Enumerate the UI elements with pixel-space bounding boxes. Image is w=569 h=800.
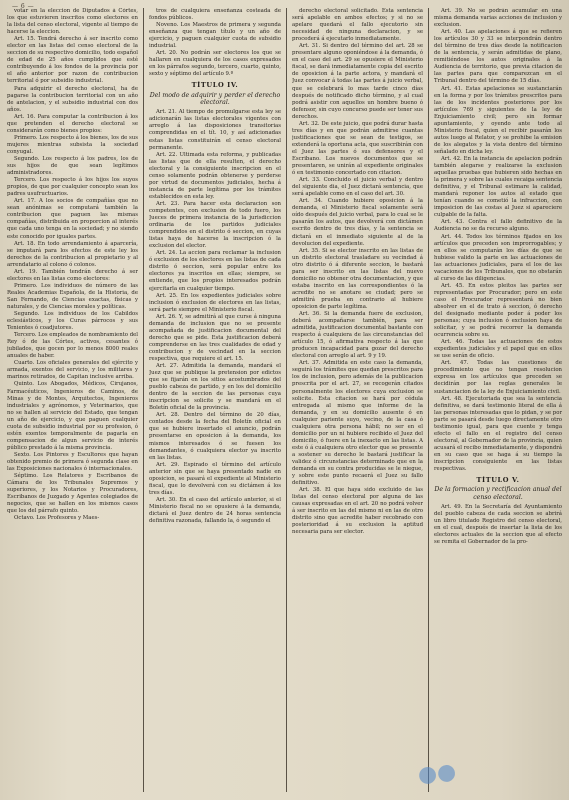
paragraph: Art. 33. Concluido el juicio verbal y dentro del siguiente dia, el Juez dictará sentencia, que será apelable como en el caso del art. 30. [292,177,423,198]
column-rule [428,8,429,792]
section-heading: TÍTULO V. [476,476,520,485]
column-rule [143,8,144,792]
paragraph: Art. 30. En el caso del artículo anterior, si el Ministerio fiscal no se opusiere á la demanda, dictará el Juez dentro de 24 horas sentencia definitiva razonada, fallando la, ó segundo el [149,496,281,525]
paragraph: Octavo. Los Profesores y Maes- [14,515,100,522]
paragraph: votar en la eleccion de Diputados á Córtes, los que estuvieren inscritos como electores en la lista del censo electoral, vigente al tiempo de hacerse la eleccion. [7,8,138,36]
paragraph: Art. 15. Tendrá derecho á ser inscrito como elector en las listas del censo electoral de la seccion de su respectivo domicilio, todo español de edad de 25 años cumplidos que esté contribuyendo á los fondos de la provincia por el año anterior por razon de contribucion territorial ó por subsidio industrial. [7,36,138,85]
text-column-4 [434,8,562,794]
column-rule [286,8,287,792]
paragraph: Art. 18. En todo arrendamiento á aparcería, se imputará para los efectos de este ley los derechos de la contribucion al propietario y al arrendatario al colono ó colonos. [7,240,138,268]
paragraph: Tercero. Los respecto á los hijos los suyos propios, de que por cualquier concepto sean los padres usufructuarios. [7,177,138,198]
paragraph: Art. 38. El que haya sido excluido de las listas del censo electoral por alguna de las causas expresadas en el art. 20 no podrá volver á ser inscrito en las del mismo ni en las de otro distrito sino que acredite haber recobrado con posterioridad á su exclusion la aptitud necesaria para ser elector. [292,487,423,536]
paragraph: Para adquirir el derecho electoral, ha de pagarse la contribucion territorial con un año de antelacion, y el subsidio industrial con dos años. [7,85,138,113]
paragraph: Art. 40. Las apelaciones á que se refieren los artículos 30 y 33 se interpondrán dentro del término de tres días desde la notificacion de la sentencia, y serán admitidas de plano, remitiéndose los autos originales á la Audiencia de territorio, que previa citacion de las partes para que comparezcan en el Tribunal dentro del término de 15 días. [434,29,562,85]
library-stamp: ●● [416,759,458,789]
paragraph: Art. 41. Estas apelaciones se sustanciarán en la forma y por los trámites prescritos para las de los incidentes posteriores por los artículos 769 y siguientes de la ley de Enjuiciamiento civil; pero sin formar apuntamiento, y oyendo ante todo al Ministerio fiscal, quien el recibir pasarán los autos luego al Relator, y se prohibe la emision de los alegatos y la vista dentro del término señalado en dicha ley. [434,85,562,155]
paragraph: Art. 34. Cuando hubiere oposicion á la demanda, el Ministerio fiscal solamente será oído después del juicio verbal, para lo cual se le pasarán los autos, que devolverá con dictámen escrito dentro de tres días, y la sentencia se dictará en el inmediato siguiente al de la devolucion del expediente. [292,198,423,247]
paragraph: Art. 31. Si dentro del término del art. 28 se presentare alguno oponiéndose á la demanda, ó en el caso del art. 29 se opusiere el Ministerio fiscal, se dará inmediatamente copia del escrito de oposicion á la parte actora, y mandará el Juez convocar á todas las partes á juicio verbal, que se celebrará lo mas tarde cinco días después de notificado dicho término, y al cual podrá asistir con aquellos un hombre bueno ó defensor, sin cuyo concurso puede ser tener sus derechos. [292,43,423,120]
paragraph: Art. 49. En la Secretaría del Ayuntamiento del pueblo cabeza de cada seccion se abrirá un libro titulado Registro del censo electoral, en el cual, después de insertar la lista de los electores actuales de la seccion que al efecto se remita el Gobernador de la pro- [434,503,562,546]
paragraph: Sexto. Los Pintores y Escultores que hayan obtenido premio de primera ó segunda clase en las Exposiciones nacionales ó internacionales. [7,451,138,473]
paragraph: Art. 26. Y, se admitirá al que curse á ninguna demanda de inclusion que no se presente acompañada de justificacion documental del derecho que se pide. Esta justificacion deberá comprenderse en las tres cualidades de edad y contribucion y de vecindad en la seccion respectiva, que requiere el art. 15. [149,313,281,362]
paragraph: Art. 17. A los socios de compañías que no sean anónimas se computará también la contribucion que paguen las mismas compañías, distribuida en proporcion al interés que cada uno tenga en la sociedad; y no siendo este conocido por iguales partes. [7,198,138,240]
section-heading: TÍTULO IV. [191,81,239,90]
paragraph: Art. 19. También tendrán derecho á ser electores en las listas como electores: [7,268,138,282]
paragraph: Art. 47. Todas las cuestiones de procedimiento que no tengan resolucion expresa en los artículos que preceden se decidirán por las reglas generales le sustanciacion de la ley de Enjuiciamiento civil. [434,360,562,395]
paragraph: Cuarto. Los oficiales generales del ejército y armada, exentos del servicio, y los militares y marinos retirados, de Capitan inclusive arriba. [7,360,138,381]
paragraph: derecho electoral solicitado. Esta sentencia será apelable en ambos efectos; y si no se apelare quedará el fallo ejecutorio sin necesidad de ninguna declaracion, y se procederá á ejecutarlo inmediatamente. [292,8,423,43]
paragraph: Noveno. Los Maestros de primera y segunda enseñanza que tengan título y un año de ejercicio, y paguen cualquier cuota de subsidio industrial. [149,22,281,50]
paragraph: Art. 20. No podrán ser electores los que se hallaren en cualquiera de los casos expresados en los párrafos segundo, tercero, cuarto, quinto, sexto y séptimo del artículo 9.º [149,50,281,78]
text-column-3 [292,8,423,794]
paragraph: Primero. Los individuos de número de las Reales Academias Española, de la Historia, de San Fernando, de Ciencias exactas, físicas y naturales, y de Ciencias morales y políticas. [7,282,138,310]
paragraph: Art. 16. Para computar la contribucion á los que pretenden el derecho electoral se considerarán como bienes propios: [7,113,138,134]
text-column-2 [149,8,281,794]
paragraph: Art. 23. Para hacer esta declaracion son competentes, con exclusion de todo fuero, los Jueces de primera instancia de la jurisdiccion ordinaria de los partidos judiciales comprendidos en el distrito ó seccion, en cuyas listas haya de hacerse la inscripcion ó la exclusion del elector. [149,200,281,250]
paragraph: Art. 39. No se podrán acumular en una misma demanda varias acciones de inclusion y exclusion. [434,8,562,29]
paragraph: Art. 32. De este juicio, que podrá durar hasta tres días y en que podrán admitirse cuantas justificaciones que se sean de testigos, se extenderá la oportuna acta, que suscribirán con el Juez las partes ó sus defensores y el Escribano. Los nuevos documentos que se presentaren, se unirán al expediente originales ó en testimonio concertado con citacion. [292,120,423,177]
text-column-1 [7,8,138,794]
paragraph: Art. 36. Si la demanda fuere de exclusion, deberá acompañarse también, para ser admitida, justificacion documental bastante con respecto á cualquiera de las circunstancias del artículo 15, ó afirmativa respecto á las que producen incapacidad para gozar del derecho electoral con arreglo al art. 9 y 19. [292,311,423,360]
paragraph: Art. 45. En estos pleitos las partes ser representadas por Procurador; pero en este caso el Procurador representará no bien absolver en el de trato á seccion, ó derecho del designado mediante poder á poder los personas; cuya inclusion ó exclusion haya de solicitar, y se podrá recorrer la demanda ocurrencia sobre su. [434,282,562,339]
paragraph: Art. 37. Admitida en este caso la demanda, seguirá los trámites que quedan prescritos para los de inclusion, pero además de la publicacion prescrita por el art. 27, se recogerán citados personalmente los electores cuya exclusion se solicite. Esta citacion se hará por cédula entregada al mismo que informe de la demanda, y en su domicilio ausente ó en cualquier pariente suyo, vecino, de la casa ó cualquiera otra persona hábil; no ser en el domicilio por un ni hubiere recibido el Juez del domicilio, ó fuere en la inexacto en las listas. A este ó á cualquiera otro elector que se presente a sostener su derecho le bastará justificar la validez ó circunstancias determinado que en la demanda en su contra producidas se le niegue, y sobre este punto recaerá el Juez su fallo definitivo. [292,360,423,487]
paragraph: Art. 22. Ultimada esta reforma, y publicadas las listas que de ella resulten, el derecho electoral y la consiguiente inscripcion en el censo solamente podrán obtenerse y perderse por virtud de documentos judiciales, hecha á instancia de parte legítima por los trámites establecidos en esta ley. [149,151,281,200]
paragraph: Art. 25. En los expedientes judiciales sobre inclusion ó exclusion de electores en las listas, será parte siempre el Ministerio fiscal. [149,292,281,313]
page-mark: — 6 — [12,3,35,10]
section-subheading: Del modo de adquirir y perder el derecho electoral. [149,91,281,106]
paragraph: Art. 28. Dentro del término de 20 días, contados desde la fecha del Boletín oficial en que se hubiere insertado el anuncio, podrán presentarse en oposicion á la demanda, los mismos interesados ó se fuesen los demandantes, ó cualquiera elector ya inscrito en las listas. [149,412,281,461]
paragraph: Art. 48. Ejecutoriada que sea la sentencia definitiva, se dará testimonio literal de ella á las personas interesadas que lo pidan, y se por parte se pasará desde luego directamente otro testimonio igual, para que cuente y tenga efecto el fallo en el registro del censo electoral, al Gobernador de la provincia, quien acusará el recibo inmediatamente, y dispondrá en su caso que se haga á su tiempo la inscripcion consiguiente en las listas respectivas. [434,395,562,473]
paragraph: Tercero. Los empleados de nombramiento del Rey ó de las Córtes, activos, cesantes ó jubilados, que gocen por lo menos 8000 reales anuales de haber. [7,332,138,360]
paragraph: Art. 46. Todas las actuaciones de estos expedientes judiciales y el papel que en ellos se use serán de oficio. [434,339,562,360]
paragraph: Art. 24. La accion para reclamar la inclusion ó exclusion de los electores en las listas de cada distrito ó seccion, será popular entre los electores ya inscritos en ellas; siempre, se entiende, que los propios interesados podrán ejercitarla en cualquier tiempo. [149,250,281,292]
paragraph: Art. 35. Si se elector inscrito en las listas de un distrito electoral trasladare su vecindad á otro distrito ó á diferente seccion, le bastará para ser inscrito en las listas del nuevo domicilio no obtener otra documentacion, y que estaba inscrito en las correspondientes ó la acredite no se anotare se ciudad; pero se admitirá prueba en contrario al hubiere oposicion de parte legítima. [292,247,423,310]
paragraph: Segundo. Los individuos de los Cabildos eclesiásticos, y los Curas párrocos y sus Tenientes ó coadjutores. [7,311,138,332]
paragraph: Art. 43. Contra el fallo definitivo de la Audiencia no se da recurso alguno. [434,219,562,233]
paragraph: Art. 29. Espirado el término del artículo anterior sin que se haya presentado nadie en oposicion, se pasará el expediente al Ministerio fiscal, que lo devolverá con su dictámen á los tres días. [149,461,281,496]
paragraph: Art. 27. Admitida la demanda, mandará el Juez que se publique la pretension por edictos que se fijarán en los sitios acostumbrados del pueblo cabeza de partido, y en los del domicilio dentro de la seccion de las personas cuya inscripcion se solicite y se mandará en el Boletín oficial de la provincia. [149,363,281,412]
paragraph: tros de cualquiera enseñanza costeada de fondos públicos. [149,8,281,22]
paragraph: Primero. Los respecto á los bienes, los de sus mujeres mientras subsista la sociedad conyugal. [7,134,138,155]
paragraph: Séptimo. Los Relatores y Escribanos de Cámara de los Tribunales Supremos y superiores, y los Notarios y Procuradores, Escribanos de Juzgado y Agentes colegiados de negocios, que se hallen en los mismos casos que los del párrafo quinto. [7,473,138,515]
paragraph: Art. 42. En la instancia de apelacion podrán también alegarse y realizarse la exclusion aquellas pruebas que hubieren sido hechas en la primera y sobre las cuales recaiga sentencia definitiva, y el Tribunal estimare la calidad, mandará reponer los autos al estado que tenían cuando se cometió la infraccion, con imposicion de las costas al Juez si apareciere culpable de la falta. [434,155,562,219]
section-subheading: De la formacion y rectificacion anual del censo electoral. [434,486,562,501]
paragraph: Segundo. Los respecto á los padres, los de sus hijos de que sean legítimos administradores. [7,155,138,177]
paragraph: Quinto. Los Abogados, Médicos, Cirujanos, Farmacéuticos, Ingenieros de Caminos, de Minas y de Montes, Arquitectos, Ingenieros industriales y agrónomos, y Veterinarios, que no se hallen al servicio del Estado, que tengan un año de ejercicio, y que paguen cualquier cuota de subsidio industrial por su profesion, ó estén exentos temporalmente de pagarla en compensacion de algun servicio de interés público prestado á la misma provincia. [7,381,138,451]
paragraph: Art. 44. Todos los términos fijados en los artículos que preceden son improrrogables; y en ellos se computarán los días de que se hubiese valido la parte en las actuaciones de las actuaciones judiciales, para el los de las vacaciones de los Tribunales, que no obstarán al curso de las diligencias. [434,233,562,282]
paragraph: Art. 21. Al tiempo de promulgarse esta ley se adicionarán las listas electorales vigentes con arreglo á las disposiciones transitorias comprendidas en el tít. 10, y así adicionadas estas listas constituirán el censo electoral permanente. [149,109,281,151]
